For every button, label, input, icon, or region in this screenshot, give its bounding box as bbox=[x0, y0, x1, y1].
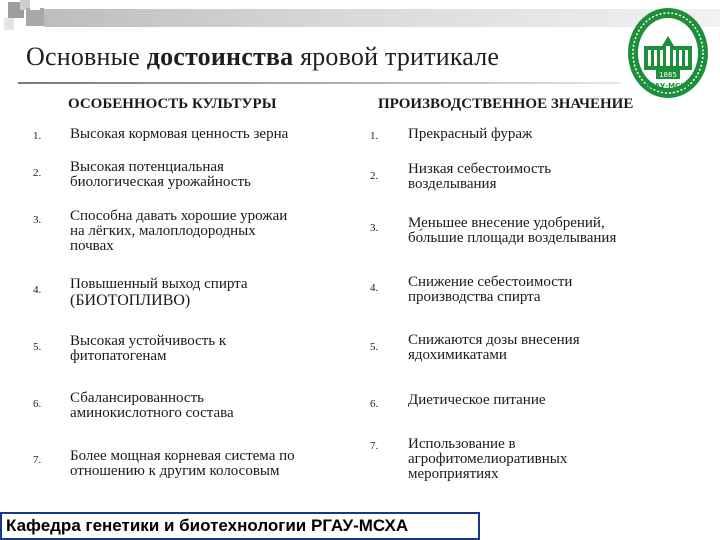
left-item-text: Повышенный выход спирта (БИОТОПЛИВО) bbox=[70, 276, 248, 309]
left-item-text: Сбалансированность аминокислотного состава bbox=[70, 390, 234, 421]
right-item-number: 2. bbox=[370, 170, 379, 182]
right-column-header: ПРОИЗВОДСТВЕННОЕ ЗНАЧЕНИЕ bbox=[378, 96, 634, 112]
footer-department: Кафедра генетики и биотехнологии РГАУ-МСХА bbox=[0, 512, 480, 540]
left-item-text: Высокая устойчивость к фитопатогенам bbox=[70, 333, 227, 364]
right-item-number: 3. bbox=[370, 222, 379, 234]
left-item-number: 6. bbox=[33, 398, 42, 410]
right-item-number: 5. bbox=[370, 341, 379, 353]
header-decor-bar bbox=[44, 9, 720, 27]
left-column-header: ОСОБЕННОСТЬ КУЛЬТУРЫ bbox=[68, 96, 277, 112]
left-item-number: 7. bbox=[33, 454, 42, 466]
right-item-text: Прекрасный фураж bbox=[408, 126, 533, 142]
left-item-text: Высокая кормовая ценность зерна bbox=[70, 126, 289, 142]
right-item-number: 7. bbox=[370, 440, 379, 452]
university-logo bbox=[626, 6, 710, 100]
left-item-number: 2. bbox=[33, 167, 42, 179]
right-item-text: Снижаются дозы внесения ядохимикатами bbox=[408, 332, 580, 363]
decor-square bbox=[26, 8, 44, 26]
decor-square bbox=[4, 18, 14, 30]
right-item-number: 1. bbox=[370, 130, 379, 142]
right-item-text: Диетическое питание bbox=[408, 392, 546, 408]
title-underline bbox=[18, 82, 620, 84]
decor-square bbox=[30, 0, 40, 10]
right-item-number: 4. bbox=[370, 282, 379, 294]
logo-caption: РГАУ-МСХА bbox=[644, 82, 692, 90]
left-item-text: Высокая потенциальная биологическая урожайность bbox=[70, 159, 251, 190]
left-item-number: 5. bbox=[33, 341, 42, 353]
right-item-text: Меньшее внесение удобрений, бо́льшие площади возделывания bbox=[408, 215, 617, 246]
left-item-text: Более мощная корневая система по отношению к другим колосовым bbox=[70, 448, 295, 479]
right-item-text: Снижение себестоимости производства спирта bbox=[408, 274, 573, 305]
left-item-number: 3. bbox=[33, 214, 42, 226]
left-item-number: 4. bbox=[33, 284, 42, 296]
left-item-text: Способна давать хорошие урожаи на лёгких, малоплодородных почвах bbox=[70, 208, 288, 254]
logo-year: 1865 bbox=[659, 71, 677, 79]
right-item-number: 6. bbox=[370, 398, 379, 410]
slide-title: Основные достоинства яровой тритикале bbox=[26, 42, 500, 71]
right-item-text: Низкая себестоимость возделывания bbox=[408, 161, 552, 192]
right-item-text: Использование в агрофитомелиоративных мероприятиях bbox=[408, 436, 568, 482]
left-item-number: 1. bbox=[33, 130, 42, 142]
